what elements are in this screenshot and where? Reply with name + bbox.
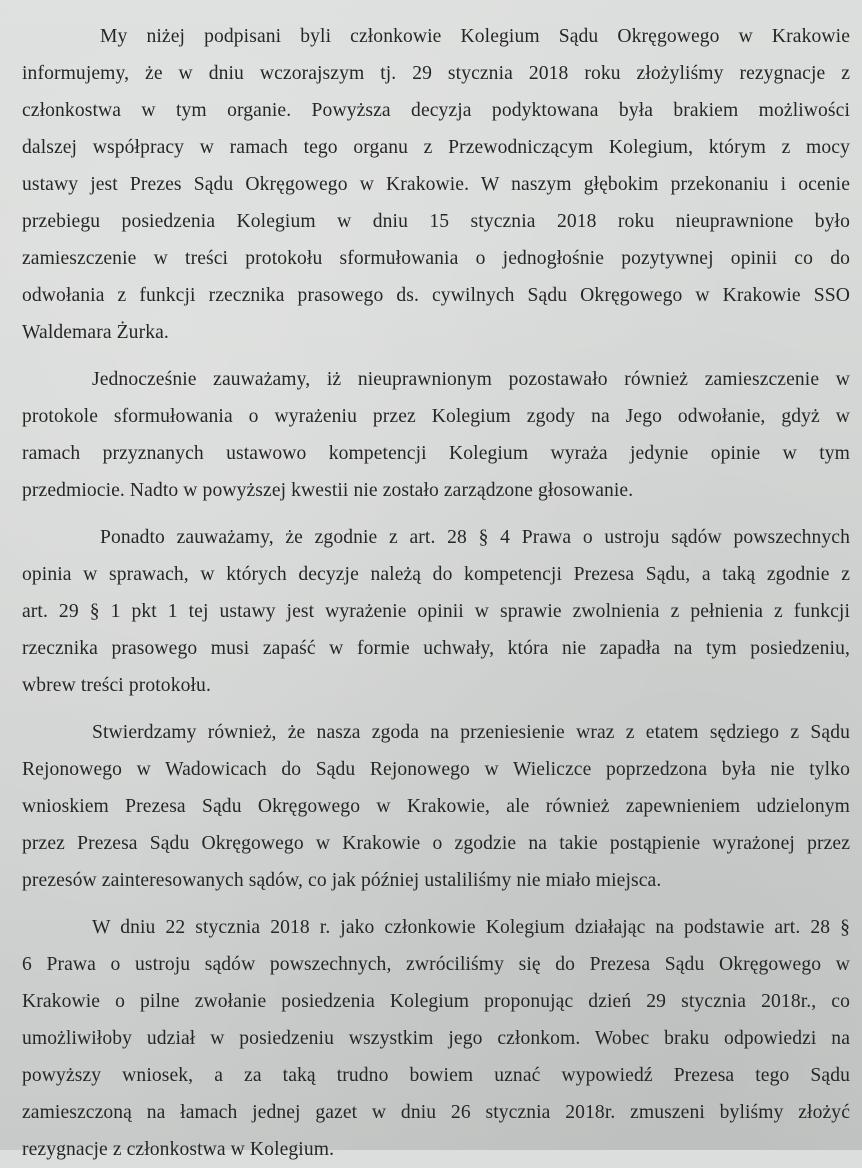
- text-line: zamieszczenie w treści protokołu sformułowania o jednogłośnie pozytywnej opinii co do: [22, 248, 850, 269]
- document-body: [22, 18, 850, 1168]
- text-line: rezygnacje z członkostwa w Kolegium.: [22, 1139, 335, 1160]
- text-line: informujemy, że w dniu wczorajszym tj. 29 stycznia 2018 roku złożyliśmy rezygnacje z: [22, 63, 850, 84]
- paragraph-1: [22, 18, 850, 351]
- text-line: umożliwiłoby udział w posiedzeniu wszystkim jego członkom. Wobec braku odpowiedzi na: [22, 1028, 850, 1049]
- text-line: dalszej współpracy w ramach tego organu z Przewodniczącym Kolegium, którym z mocy: [22, 137, 850, 158]
- text-line: art. 29 § 1 pkt 1 tej ustawy jest wyrażenie opinii w sprawie zwolnienia z pełnienia z funkcji: [22, 601, 850, 622]
- text-line: My niżej podpisani byli członkowie Kolegium Sądu Okręgowego w Krakowie: [100, 26, 850, 47]
- text-line: odwołania z funkcji rzecznika prasowego ds. cywilnych Sądu Okręgowego w Krakowie SSO: [22, 285, 850, 306]
- text-line: Ponadto zauważamy, że zgodnie z art. 28 § 4 Prawa o ustroju sądów powszechnych: [100, 527, 850, 548]
- text-line: W dniu 22 stycznia 2018 r. jako członkowie Kolegium działając na podstawie art. 28 §: [92, 917, 850, 938]
- paragraph-4: [22, 714, 850, 899]
- text-line: ramach przyznanych ustawowo kompetencji Kolegium wyraża jedynie opinie w tym: [22, 443, 850, 464]
- text-line: Stwierdzamy również, że nasza zgoda na przeniesienie wraz z etatem sędziego z Sądu: [92, 722, 850, 743]
- paragraph-5: [22, 909, 850, 1168]
- text-line: Krakowie o pilne zwołanie posiedzenia Kolegium proponując dzień 29 stycznia 2018r., co: [22, 991, 850, 1012]
- paragraph-3: [22, 519, 850, 704]
- text-line: Rejonowego w Wadowicach do Sądu Rejonowego w Wieliczce poprzedzona była nie tylko: [22, 759, 850, 780]
- paragraph-2: [22, 361, 850, 509]
- text-line: ustawy jest Prezes Sądu Okręgowego w Krakowie. W naszym głębokim przekonaniu i ocenie: [22, 174, 850, 195]
- text-line: 6 Prawa o ustroju sądów powszechnych, zwróciliśmy się do Prezesa Sądu Okręgowego w: [22, 954, 850, 975]
- text-line: przedmiocie. Nadto w powyższej kwestii nie zostało zarządzone głosowanie.: [22, 480, 634, 501]
- text-line: rzecznika prasowego musi zapaść w formie uchwały, która nie zapadła na tym posiedzeniu,: [22, 638, 850, 659]
- text-line: wnioskiem Prezesa Sądu Okręgowego w Krakowie, ale również zapewnieniem udzielonym: [22, 796, 850, 817]
- text-line: opinia w sprawach, w których decyzje należą do kompetencji Prezesa Sądu, a taką zgodnie z: [22, 564, 850, 585]
- text-line: przebiegu posiedzenia Kolegium w dniu 15 stycznia 2018 roku nieuprawnione było: [22, 211, 850, 232]
- text-line: protokole sformułowania o wyrażeniu przez Kolegium zgody na Jego odwołanie, gdyż w: [22, 406, 850, 427]
- text-line: Jednocześnie zauważamy, iż nieuprawnionym pozostawało również zamieszczenie w: [92, 369, 850, 390]
- text-line: prezesów zainteresowanych sądów, co jak później ustaliliśmy nie miało miejsca.: [22, 870, 662, 891]
- text-line: wbrew treści protokołu.: [22, 675, 211, 696]
- text-line: członkostwa w tym organie. Powyższa decyzja podyktowana była brakiem możliwości: [22, 100, 850, 121]
- text-line: Waldemara Żurka.: [22, 322, 169, 343]
- text-line: przez Prezesa Sądu Okręgowego w Krakowie o zgodzie na takie postąpienie wyrażonej przez: [22, 833, 850, 854]
- text-line: zamieszczoną na łamach jednej gazet w dniu 26 stycznia 2018r. zmuszeni byliśmy złożyć: [22, 1102, 850, 1123]
- text-line: powyższy wniosek, a za taką trudno bowiem uznać wypowiedź Prezesa tego Sądu: [22, 1065, 850, 1086]
